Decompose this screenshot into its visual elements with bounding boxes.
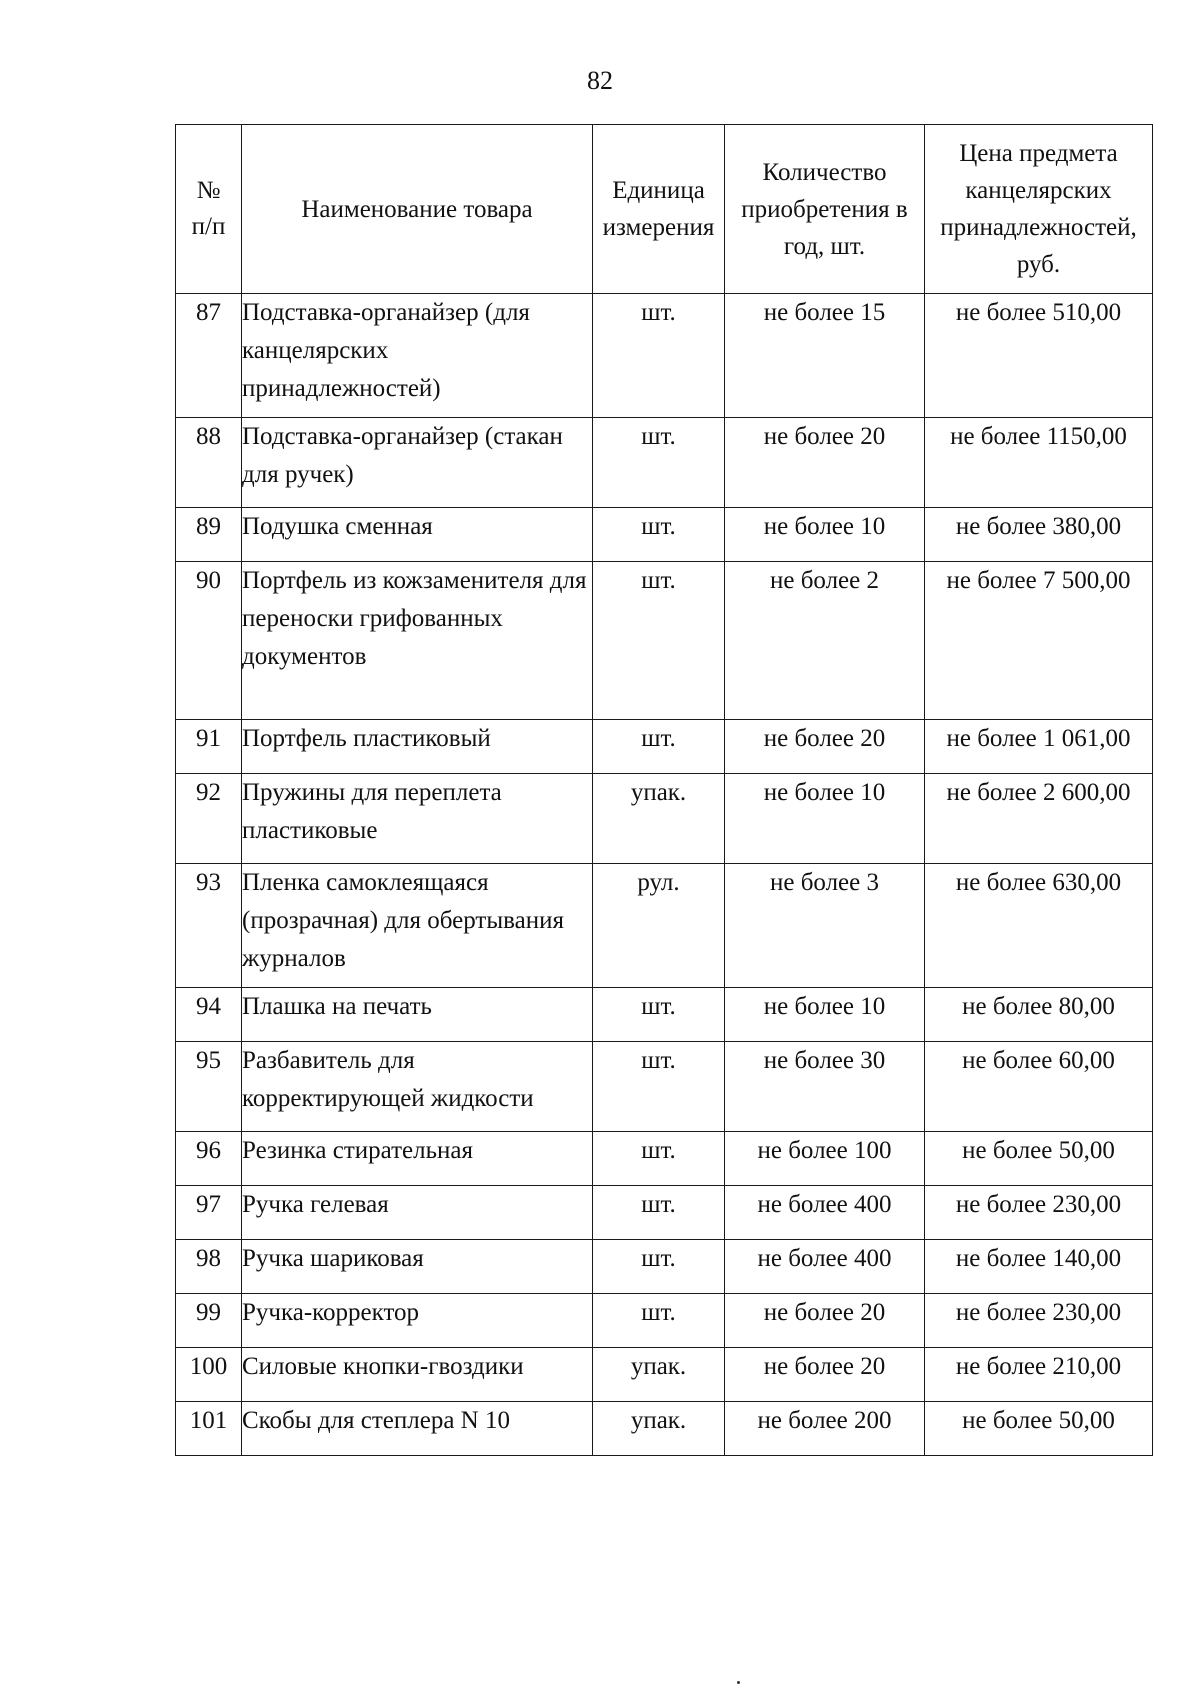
item-quantity: не более 20 bbox=[725, 418, 925, 508]
table-row bbox=[176, 774, 1153, 864]
item-unit: шт. bbox=[593, 1240, 725, 1294]
table-body bbox=[176, 294, 1153, 1456]
table-row bbox=[176, 1186, 1153, 1240]
table-row bbox=[176, 1294, 1153, 1348]
row-number: 90 bbox=[176, 562, 242, 720]
item-unit: упак. bbox=[593, 1348, 725, 1402]
item-price: не более 7 500,00 bbox=[925, 562, 1153, 720]
table-row bbox=[176, 508, 1153, 562]
row-number: 95 bbox=[176, 1042, 242, 1132]
item-price: не более 1 061,00 bbox=[925, 720, 1153, 774]
item-unit: рул. bbox=[593, 864, 725, 988]
item-unit: упак. bbox=[593, 1402, 725, 1456]
item-name: Ручка-корректор bbox=[242, 1294, 593, 1348]
item-unit: шт. bbox=[593, 1132, 725, 1186]
item-unit: шт. bbox=[593, 1186, 725, 1240]
header-num-symbol: № bbox=[196, 177, 221, 204]
item-unit: шт. bbox=[593, 1042, 725, 1132]
item-price: не более 380,00 bbox=[925, 508, 1153, 562]
item-unit: шт. bbox=[593, 418, 725, 508]
item-name: Резинка стирательная bbox=[242, 1132, 593, 1186]
item-name: Подставка-органайзер (для канцелярских принадлежностей) bbox=[242, 294, 593, 418]
item-price: не более 50,00 bbox=[925, 1132, 1153, 1186]
row-number: 101 bbox=[176, 1402, 242, 1456]
item-quantity: не более 30 bbox=[725, 1042, 925, 1132]
item-name: Портфель из кожзаменителя для переноски грифованных документов bbox=[242, 562, 593, 720]
row-number: 93 bbox=[176, 864, 242, 988]
item-price: не более 230,00 bbox=[925, 1186, 1153, 1240]
item-quantity: не более 400 bbox=[725, 1240, 925, 1294]
item-price: не более 210,00 bbox=[925, 1348, 1153, 1402]
table-row bbox=[176, 720, 1153, 774]
table-row bbox=[176, 1348, 1153, 1402]
item-price: не более 140,00 bbox=[925, 1240, 1153, 1294]
item-name: Подушка сменная bbox=[242, 508, 593, 562]
table-row bbox=[176, 1402, 1153, 1456]
item-unit: шт. bbox=[593, 720, 725, 774]
table-row bbox=[176, 418, 1153, 508]
item-quantity: не более 200 bbox=[725, 1402, 925, 1456]
row-number: 94 bbox=[176, 988, 242, 1042]
item-name: Силовые кнопки-гвоздики bbox=[242, 1348, 593, 1402]
row-number: 98 bbox=[176, 1240, 242, 1294]
item-name: Пленка самоклеящаяся (прозрачная) для обертывания журналов bbox=[242, 864, 593, 988]
item-quantity: не более 100 bbox=[725, 1132, 925, 1186]
table-row bbox=[176, 562, 1153, 720]
page-number: 82 bbox=[587, 66, 613, 95]
item-quantity: не более 3 bbox=[725, 864, 925, 988]
row-number: 87 bbox=[176, 294, 242, 418]
item-name: Ручка шариковая bbox=[242, 1240, 593, 1294]
item-quantity: не более 15 bbox=[725, 294, 925, 418]
item-price: не более 230,00 bbox=[925, 1294, 1153, 1348]
item-name: Плашка на печать bbox=[242, 988, 593, 1042]
item-quantity: не более 20 bbox=[725, 1348, 925, 1402]
item-price: не более 60,00 bbox=[925, 1042, 1153, 1132]
item-unit: шт. bbox=[593, 508, 725, 562]
item-quantity: не более 400 bbox=[725, 1186, 925, 1240]
item-quantity: не более 10 bbox=[725, 508, 925, 562]
item-price: не более 80,00 bbox=[925, 988, 1153, 1042]
table-row bbox=[176, 1042, 1153, 1132]
item-price: не более 50,00 bbox=[925, 1402, 1153, 1456]
item-quantity: не более 10 bbox=[725, 988, 925, 1042]
item-name: Ручка гелевая bbox=[242, 1186, 593, 1240]
header-name: Наименование товара bbox=[242, 125, 593, 294]
header-qty: Количество приобретения в год, шт. bbox=[725, 125, 925, 294]
item-name: Разбавитель для корректирующей жидкости bbox=[242, 1042, 593, 1132]
table-row bbox=[176, 988, 1153, 1042]
item-quantity: не более 2 bbox=[725, 562, 925, 720]
item-price: не более 510,00 bbox=[925, 294, 1153, 418]
goods-table bbox=[175, 124, 1153, 1456]
row-number: 99 bbox=[176, 1294, 242, 1348]
item-name: Портфель пластиковый bbox=[242, 720, 593, 774]
header-num-abbr: п/п bbox=[191, 213, 226, 240]
item-unit: шт. bbox=[593, 988, 725, 1042]
item-name: Пружины для переплета пластиковые bbox=[242, 774, 593, 864]
scan-speck bbox=[737, 1681, 740, 1684]
table-header-row bbox=[176, 125, 1153, 294]
header-unit: Единица измерения bbox=[593, 125, 725, 294]
item-quantity: не более 20 bbox=[725, 720, 925, 774]
item-quantity: не более 10 bbox=[725, 774, 925, 864]
item-unit: упак. bbox=[593, 774, 725, 864]
row-number: 100 bbox=[176, 1348, 242, 1402]
row-number: 91 bbox=[176, 720, 242, 774]
row-number: 96 bbox=[176, 1132, 242, 1186]
item-quantity: не более 20 bbox=[725, 1294, 925, 1348]
item-unit: шт. bbox=[593, 294, 725, 418]
row-number: 88 bbox=[176, 418, 242, 508]
item-price: не более 1150,00 bbox=[925, 418, 1153, 508]
row-number: 97 bbox=[176, 1186, 242, 1240]
table-row bbox=[176, 1132, 1153, 1186]
item-price: не более 2 600,00 bbox=[925, 774, 1153, 864]
item-name: Скобы для степлера N 10 bbox=[242, 1402, 593, 1456]
item-price: не более 630,00 bbox=[925, 864, 1153, 988]
header-num bbox=[176, 125, 242, 294]
item-unit: шт. bbox=[593, 562, 725, 720]
table-row bbox=[176, 864, 1153, 988]
header-price: Цена предмета канцелярских принадлежностей, руб. bbox=[925, 125, 1153, 294]
item-unit: шт. bbox=[593, 1294, 725, 1348]
row-number: 92 bbox=[176, 774, 242, 864]
table-row bbox=[176, 1240, 1153, 1294]
item-name: Подставка-органайзер (стакан для ручек) bbox=[242, 418, 593, 508]
row-number: 89 bbox=[176, 508, 242, 562]
table-row bbox=[176, 294, 1153, 418]
